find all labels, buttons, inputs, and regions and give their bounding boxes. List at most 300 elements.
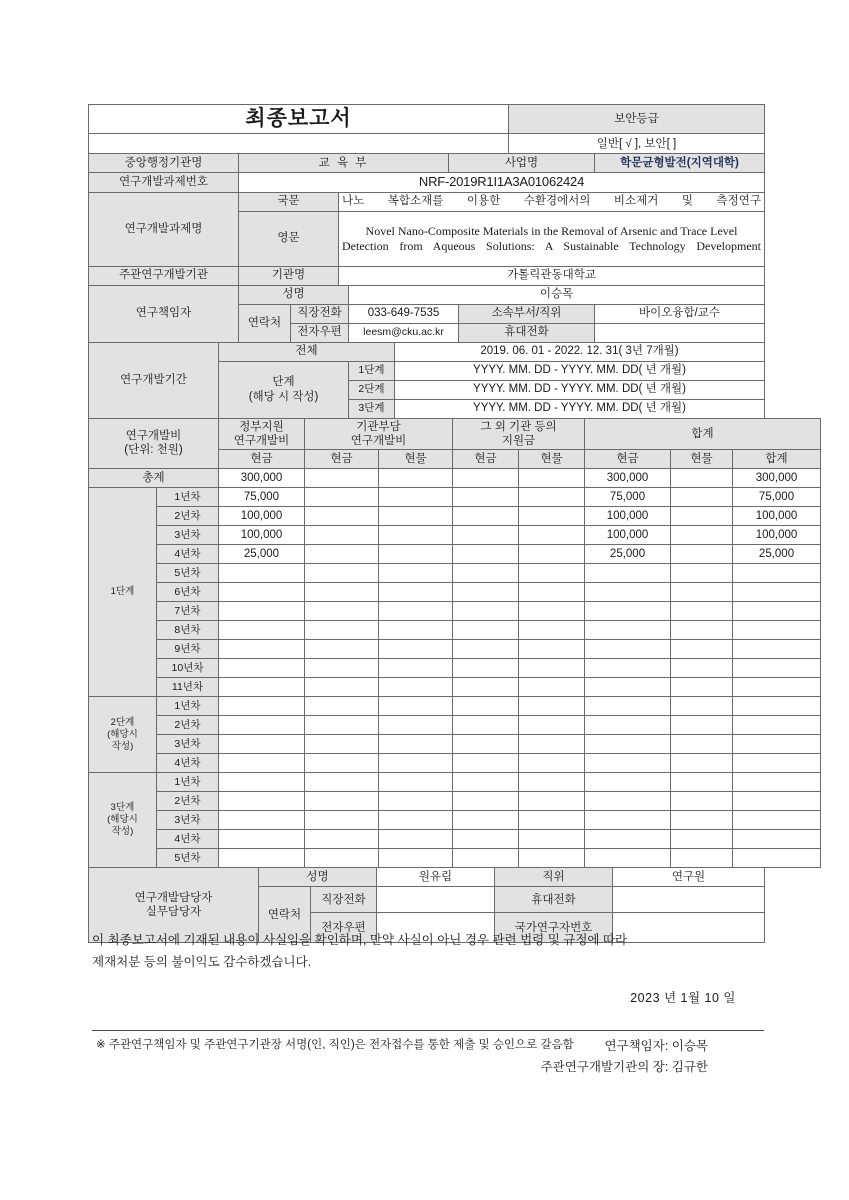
period-stage-label (219, 361, 349, 418)
staff-label-line2: 실무담당자 (145, 906, 202, 919)
budget-cell-org-cash (305, 792, 379, 811)
project-number-value: NRF-2019R1I1A3A01062424 (239, 173, 765, 192)
budget-cell-other-inkind (519, 640, 585, 659)
budget-year-label: 7년차 (157, 602, 219, 621)
period-stage-1-name: 1단계 (349, 361, 395, 380)
budget-cell-org-cash (305, 621, 379, 640)
budget-stage-name-main: 3단계 (110, 802, 135, 814)
budget-stage-name-sub-1: (해당시 (107, 814, 138, 826)
budget-cell-other-cash (453, 697, 519, 716)
budget-cell-org-cash (305, 735, 379, 754)
budget-subheader-sum-inkind: 현물 (671, 450, 733, 469)
budget-year-row (89, 773, 821, 792)
budget-year-row (89, 640, 821, 659)
budget-cell-gov-cash (219, 716, 305, 735)
budget-cell-other-inkind (519, 830, 585, 849)
budget-stage-name-1 (89, 488, 157, 697)
budget-cell-sum-total (733, 583, 821, 602)
pi-mobile-value (595, 323, 765, 342)
budget-grand-total-gov-cash: 300,000 (219, 469, 305, 488)
budget-cell-sum-inkind (671, 564, 733, 583)
budget-cell-other-inkind (519, 716, 585, 735)
agency-row (89, 154, 765, 173)
budget-cell-other-inkind (519, 792, 585, 811)
budget-cell-sum-cash (585, 583, 671, 602)
budget-cell-gov-cash: 100,000 (219, 507, 305, 526)
budget-cell-other-cash (453, 849, 519, 868)
budget-cell-sum-total (733, 792, 821, 811)
budget-cell-gov-cash (219, 640, 305, 659)
budget-cell-org-cash (305, 602, 379, 621)
budget-cell-org-cash (305, 697, 379, 716)
budget-cell-sum-inkind (671, 792, 733, 811)
staff-office-phone-label: 직장전화 (311, 887, 377, 913)
budget-cell-sum-inkind (671, 735, 733, 754)
budget-cell-sum-cash (585, 621, 671, 640)
pi-mobile-label: 휴대전화 (459, 323, 595, 342)
budget-cell-org-cash (305, 545, 379, 564)
budget-cell-org-cash (305, 754, 379, 773)
agency-value: 교 육 부 (239, 154, 449, 173)
project-title-english-value: Novel Nano-Composite Materials in the Removal of Arsenic and Trace Level Detection from Aqueous Solutions: A Sustainable Technology Development (339, 211, 765, 266)
budget-grand-total-org-inkind (379, 469, 453, 488)
budget-cell-gov-cash: 100,000 (219, 526, 305, 545)
budget-cell-other-inkind (519, 735, 585, 754)
budget-cell-other-cash (453, 830, 519, 849)
budget-cell-other-inkind (519, 773, 585, 792)
budget-cell-gov-cash (219, 697, 305, 716)
budget-cell-sum-cash: 100,000 (585, 526, 671, 545)
budget-year-row (89, 526, 821, 545)
budget-cell-org-inkind (379, 792, 453, 811)
budget-year-label: 3년차 (157, 526, 219, 545)
host-organization-name-value: 가톨릭관동대학교 (339, 266, 765, 285)
budget-year-label: 2년차 (157, 507, 219, 526)
budget-grand-total-org-cash (305, 469, 379, 488)
budget-cell-gov-cash: 75,000 (219, 488, 305, 507)
budget-year-row (89, 583, 821, 602)
project-number-label: 연구개발과제번호 (89, 173, 239, 192)
budget-cell-sum-total (733, 754, 821, 773)
budget-year-label: 1년차 (157, 697, 219, 716)
budget-cell-sum-total (733, 678, 821, 697)
budget-cell-sum-cash (585, 678, 671, 697)
budget-gov-group-line2: 연구개발비 (233, 434, 290, 447)
pi-dept-position-value: 바이오융합/교수 (595, 304, 765, 323)
budget-gov-group-line1: 정부지원 (239, 420, 284, 433)
budget-cell-gov-cash (219, 621, 305, 640)
budget-cell-sum-inkind (671, 526, 733, 545)
budget-cell-sum-total: 25,000 (733, 545, 821, 564)
budget-cell-other-inkind (519, 602, 585, 621)
budget-year-row (89, 830, 821, 849)
budget-group-header-row (89, 418, 821, 450)
budget-cell-org-inkind (379, 526, 453, 545)
budget-cell-org-cash (305, 488, 379, 507)
budget-cell-sum-inkind (671, 621, 733, 640)
staff-office-phone-value (377, 887, 495, 913)
budget-cell-org-inkind (379, 602, 453, 621)
budget-year-row (89, 754, 821, 773)
budget-cell-org-inkind (379, 659, 453, 678)
budget-cell-org-inkind (379, 621, 453, 640)
staff-name-label: 성명 (259, 868, 377, 887)
security-grade-value: 일반[ √ ], 보안[ ] (509, 134, 765, 154)
budget-cell-org-cash (305, 583, 379, 602)
pi-label: 연구책임자 (89, 285, 239, 342)
budget-cell-org-cash (305, 526, 379, 545)
budget-cell-sum-cash (585, 849, 671, 868)
staff-label-line1: 연구개발담당자 (134, 891, 213, 904)
budget-year-label: 2년차 (157, 716, 219, 735)
budget-cell-sum-inkind (671, 773, 733, 792)
statement-line-1: 이 최종보고서에 기재된 내용이 사실임을 확인하며, 만약 사실이 아닌 경우 관련 법령 및 규정에 따라 (92, 933, 628, 947)
budget-cell-sum-inkind (671, 754, 733, 773)
period-total-row (89, 342, 765, 361)
project-title-korean-label: 국문 (239, 192, 339, 211)
budget-stage-rows (89, 488, 821, 868)
budget-cell-sum-inkind (671, 830, 733, 849)
budget-cell-gov-cash (219, 811, 305, 830)
budget-cell-other-inkind (519, 621, 585, 640)
budget-year-row (89, 564, 821, 583)
budget-cell-sum-cash: 25,000 (585, 545, 671, 564)
budget-cell-other-inkind (519, 811, 585, 830)
budget-year-label: 5년차 (157, 564, 219, 583)
budget-year-row (89, 621, 821, 640)
signature-pi: 연구책임자: 이승목 (604, 1038, 708, 1053)
budget-cell-sum-inkind (671, 697, 733, 716)
budget-cell-sum-cash (585, 659, 671, 678)
budget-cell-sum-cash (585, 564, 671, 583)
budget-cell-other-inkind (519, 659, 585, 678)
budget-cell-org-inkind (379, 697, 453, 716)
budget-year-row (89, 811, 821, 830)
budget-cell-sum-total (733, 697, 821, 716)
budget-cell-org-cash (305, 640, 379, 659)
title-and-header-table (88, 104, 765, 286)
budget-subheader-sum-cash: 현금 (585, 450, 671, 469)
budget-year-label: 4년차 (157, 830, 219, 849)
budget-cell-org-inkind (379, 716, 453, 735)
budget-other-group-header (453, 418, 585, 450)
budget-cell-other-cash (453, 678, 519, 697)
budget-grand-total-sum-inkind (671, 469, 733, 488)
budget-cell-other-cash (453, 735, 519, 754)
period-stage-label-sub: (해당 시 작성) (248, 390, 319, 403)
budget-cell-other-cash (453, 773, 519, 792)
budget-cell-sum-total (733, 811, 821, 830)
budget-cell-gov-cash (219, 735, 305, 754)
budget-cell-org-cash (305, 773, 379, 792)
budget-cell-org-inkind (379, 811, 453, 830)
pi-name-value: 이승목 (349, 285, 765, 304)
budget-cell-sum-cash (585, 602, 671, 621)
staff-name-row (89, 868, 765, 887)
budget-year-label: 6년차 (157, 583, 219, 602)
budget-grand-total-row (89, 469, 821, 488)
budget-cell-sum-inkind (671, 602, 733, 621)
budget-grand-total-sum-total: 300,000 (733, 469, 821, 488)
budget-year-label: 3년차 (157, 811, 219, 830)
budget-cell-gov-cash: 25,000 (219, 545, 305, 564)
pi-name-row (89, 285, 765, 304)
budget-subheader-org-cash: 현금 (305, 450, 379, 469)
pi-office-phone-label: 직장전화 (291, 304, 349, 323)
budget-cell-sum-total (733, 621, 821, 640)
budget-cell-sum-total (733, 716, 821, 735)
budget-cell-gov-cash (219, 754, 305, 773)
budget-cell-sum-cash: 100,000 (585, 507, 671, 526)
budget-year-label: 9년차 (157, 640, 219, 659)
budget-year-row (89, 735, 821, 754)
budget-subheader-other-cash: 현금 (453, 450, 519, 469)
budget-cell-other-inkind (519, 545, 585, 564)
budget-cell-other-inkind (519, 526, 585, 545)
budget-cell-other-inkind (519, 564, 585, 583)
budget-cell-other-cash (453, 564, 519, 583)
budget-table (88, 418, 821, 869)
budget-cell-other-inkind (519, 849, 585, 868)
title-spacer (89, 134, 509, 154)
budget-cell-sum-cash (585, 811, 671, 830)
budget-year-row (89, 659, 821, 678)
budget-cell-sum-inkind (671, 507, 733, 526)
budget-stage-name-main: 2단계 (110, 716, 135, 728)
budget-cell-org-inkind (379, 830, 453, 849)
staff-email-label: 전자우편 (311, 913, 377, 943)
budget-year-row (89, 545, 821, 564)
pi-email-value: leesm@cku.ac.kr (349, 323, 459, 342)
budget-unit-label: (단위: 천원) (124, 444, 183, 457)
budget-cell-sum-cash (585, 735, 671, 754)
period-total-value: 2019. 06. 01 - 2022. 12. 31( 3년 7개월) (395, 342, 765, 361)
budget-cell-other-inkind (519, 697, 585, 716)
signature-org-head: 주관연구개발기관의 장: 김규한 (540, 1059, 708, 1074)
budget-org-group-line1: 기관부담 (356, 420, 401, 433)
budget-cell-sum-total: 100,000 (733, 507, 821, 526)
budget-cell-sum-inkind (671, 545, 733, 564)
budget-stage-name-main: 1단계 (110, 586, 135, 598)
project-number-row (89, 173, 765, 192)
budget-cell-org-inkind (379, 488, 453, 507)
budget-cell-gov-cash (219, 678, 305, 697)
period-stage-2-name: 2단계 (349, 380, 395, 399)
staff-name-value: 원유림 (377, 868, 495, 887)
budget-cell-gov-cash (219, 849, 305, 868)
budget-cell-other-cash (453, 659, 519, 678)
budget-cell-other-inkind (519, 678, 585, 697)
budget-cell-other-cash (453, 545, 519, 564)
budget-cell-other-cash (453, 507, 519, 526)
budget-cell-sum-total: 100,000 (733, 526, 821, 545)
budget-cell-sum-cash (585, 773, 671, 792)
period-total-label: 전체 (219, 342, 395, 361)
budget-cell-sum-total (733, 602, 821, 621)
pi-contact-label: 연락처 (239, 304, 291, 342)
budget-year-label: 11년차 (157, 678, 219, 697)
budget-cell-gov-cash (219, 583, 305, 602)
budget-cell-other-cash (453, 526, 519, 545)
period-stage-2-value: YYYY. MM. DD - YYYY. MM. DD( 년 개월) (395, 380, 765, 399)
budget-label-main: 연구개발비 (125, 430, 182, 442)
budget-cell-sum-inkind (671, 583, 733, 602)
declaration-statement (92, 930, 764, 1078)
principal-investigator-table (88, 285, 765, 343)
budget-other-group-line1: 그 외 기관 등의 (480, 420, 557, 433)
budget-cell-other-cash (453, 754, 519, 773)
budget-cell-org-cash (305, 678, 379, 697)
budget-cell-org-inkind (379, 564, 453, 583)
host-organization-name-label: 기관명 (239, 266, 339, 285)
budget-subheader-org-inkind: 현물 (379, 450, 453, 469)
period-label: 연구개발기간 (89, 342, 219, 418)
budget-cell-other-inkind (519, 583, 585, 602)
program-label: 사업명 (449, 154, 595, 173)
budget-cell-org-cash (305, 811, 379, 830)
footer-divider (92, 1030, 764, 1031)
budget-year-label: 4년차 (157, 754, 219, 773)
budget-cell-sum-inkind (671, 659, 733, 678)
budget-cell-sum-cash: 75,000 (585, 488, 671, 507)
budget-cell-sum-total (733, 640, 821, 659)
budget-cell-org-inkind (379, 583, 453, 602)
budget-cell-org-cash (305, 830, 379, 849)
budget-year-label: 1년차 (157, 773, 219, 792)
budget-grand-total-other-cash (453, 469, 519, 488)
budget-cell-gov-cash (219, 659, 305, 678)
budget-subheader-other-inkind: 현물 (519, 450, 585, 469)
budget-cell-other-cash (453, 792, 519, 811)
budget-year-label: 8년차 (157, 621, 219, 640)
budget-cell-sum-total: 75,000 (733, 488, 821, 507)
budget-year-label: 10년차 (157, 659, 219, 678)
budget-cell-sum-cash (585, 830, 671, 849)
budget-cell-org-cash (305, 849, 379, 868)
budget-cell-gov-cash (219, 564, 305, 583)
staff-mobile-label: 휴대전화 (495, 887, 613, 913)
security-grade-label: 보안등급 (509, 105, 765, 134)
budget-cell-sum-total (733, 564, 821, 583)
budget-stage-name-sub-2: 작성) (111, 826, 134, 838)
budget-cell-other-cash (453, 602, 519, 621)
budget-cell-other-cash (453, 621, 519, 640)
budget-label (89, 418, 219, 469)
budget-year-row (89, 507, 821, 526)
budget-cell-sum-cash (585, 640, 671, 659)
budget-cell-org-cash (305, 659, 379, 678)
project-title-english-label: 영문 (239, 211, 339, 266)
staff-researcher-number-label: 국가연구자번호 (495, 913, 613, 943)
page-title: 최종보고서 (89, 105, 509, 134)
staff-mobile-value (613, 887, 765, 913)
budget-cell-org-inkind (379, 507, 453, 526)
budget-year-row (89, 716, 821, 735)
budget-gov-group-header (219, 418, 305, 450)
budget-cell-gov-cash (219, 830, 305, 849)
budget-cell-sum-total (733, 735, 821, 754)
project-title-korean-value: 나노 복합소재를 이용한 수환경에서의 비소제거 및 측정연구 (339, 192, 765, 211)
budget-cell-gov-cash (219, 792, 305, 811)
budget-stage-name-sub-1: (해당시 (107, 728, 138, 740)
budget-grand-total-other-inkind (519, 469, 585, 488)
budget-sum-group-header: 합계 (585, 418, 821, 450)
statement-date: 2023 년 1월 10 일 (630, 990, 736, 1005)
pi-office-phone-value: 033-649-7535 (349, 304, 459, 323)
budget-stage-name-2 (89, 697, 157, 773)
budget-cell-sum-inkind (671, 716, 733, 735)
budget-cell-sum-inkind (671, 678, 733, 697)
statement-line-2: 제재처분 등의 불이익도 감수하겠습니다. (92, 954, 312, 969)
budget-subheader-sum-total: 합계 (733, 450, 821, 469)
agency-label: 중앙행정기관명 (89, 154, 239, 173)
budget-cell-other-cash (453, 716, 519, 735)
budget-cell-sum-inkind (671, 811, 733, 830)
budget-cell-org-cash (305, 716, 379, 735)
budget-cell-other-inkind (519, 754, 585, 773)
footer-note: ※ 주관연구책임자 및 주관연구기관장 서명(인, 직인)은 전자접수를 통한 제출 및 승인으로 갈음함 (96, 1039, 574, 1051)
budget-stage-name-sub-2: 작성) (111, 740, 134, 752)
budget-cell-sum-inkind (671, 640, 733, 659)
budget-cell-gov-cash (219, 773, 305, 792)
project-title-korean-row (89, 192, 765, 211)
budget-cell-other-cash (453, 811, 519, 830)
budget-cell-sum-total (733, 830, 821, 849)
budget-cell-sum-cash (585, 716, 671, 735)
project-title-label: 연구개발과제명 (89, 192, 239, 266)
budget-cell-org-inkind (379, 678, 453, 697)
budget-cell-org-cash (305, 564, 379, 583)
budget-cell-sum-total (733, 849, 821, 868)
pi-dept-position-label: 소속부서/직위 (459, 304, 595, 323)
budget-year-label: 4년차 (157, 545, 219, 564)
budget-cell-other-inkind (519, 488, 585, 507)
budget-year-label: 1년차 (157, 488, 219, 507)
title-row (89, 105, 765, 134)
budget-cell-org-inkind (379, 754, 453, 773)
budget-cell-org-inkind (379, 735, 453, 754)
budget-cell-org-cash (305, 507, 379, 526)
budget-cell-sum-inkind (671, 849, 733, 868)
report-cover-sheet (88, 104, 798, 943)
budget-cell-other-cash (453, 488, 519, 507)
staff-position-label: 직위 (495, 868, 613, 887)
budget-year-row (89, 602, 821, 621)
budget-cell-sum-inkind (671, 488, 733, 507)
security-grade-row (89, 134, 765, 154)
budget-year-row (89, 849, 821, 868)
budget-year-row (89, 678, 821, 697)
period-stage-1-value: YYYY. MM. DD - YYYY. MM. DD( 년 개월) (395, 361, 765, 380)
budget-cell-other-cash (453, 640, 519, 659)
budget-cell-sum-cash (585, 754, 671, 773)
pi-email-label: 전자우편 (291, 323, 349, 342)
budget-cell-gov-cash (219, 602, 305, 621)
staff-position-value: 연구원 (613, 868, 765, 887)
budget-other-group-line2: 지원금 (501, 434, 536, 447)
period-stage-3-name: 3단계 (349, 399, 395, 418)
budget-cell-sum-cash (585, 697, 671, 716)
budget-cell-org-inkind (379, 640, 453, 659)
host-organization-label: 주관연구개발기관 (89, 266, 239, 285)
period-stage-3-value: YYYY. MM. DD - YYYY. MM. DD( 년 개월) (395, 399, 765, 418)
research-period-table (88, 342, 765, 419)
program-value: 학문균형발전(지역대학) (595, 154, 765, 173)
budget-org-group-line2: 연구개발비 (350, 434, 407, 447)
budget-grand-total-sum-cash: 300,000 (585, 469, 671, 488)
budget-year-row (89, 488, 821, 507)
budget-year-label: 2년차 (157, 792, 219, 811)
